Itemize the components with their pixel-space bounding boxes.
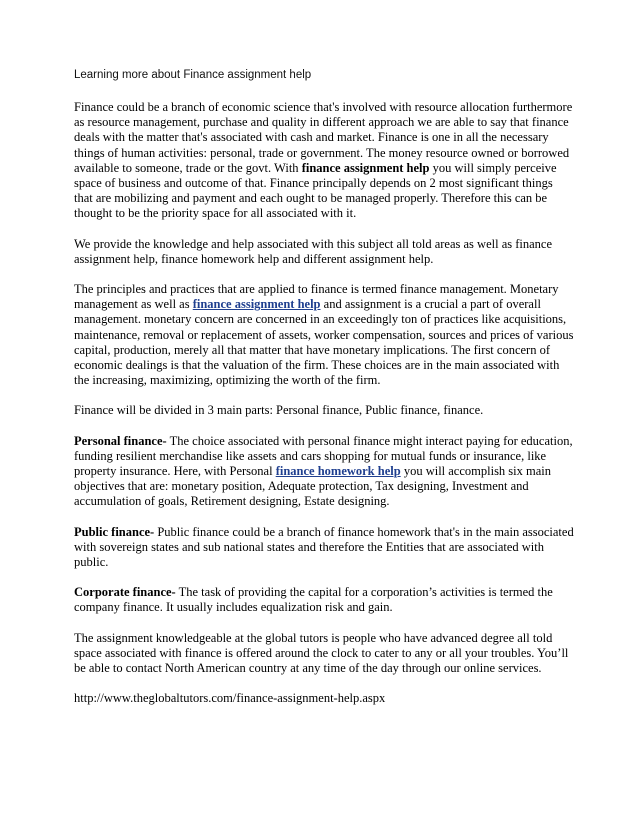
paragraph-corporate-finance	[74, 585, 574, 615]
paragraph-divisions: Finance will be divided in 3 main parts: Personal finance, Public finance, finance.	[74, 403, 484, 418]
paragraph-public-finance	[74, 525, 574, 571]
public-finance-text: Public finance could be a branch of finance homework that's in the main associated with sovereign states and sub national states and therefore the Entities that are associated with public.	[74, 524, 574, 570]
personal-finance-heading: Personal finance-	[74, 433, 167, 448]
finance-homework-help-link[interactable]: finance homework help	[275, 464, 401, 479]
document-title: Learning more about Finance assignment help	[74, 69, 312, 81]
paragraph-intro	[74, 100, 574, 222]
source-url: http://www.theglobaltutors.com/finance-assignment-help.aspx	[74, 691, 386, 706]
corporate-finance-text: The task of providing the capital for a corporation’s activities is termed the company finance. It usually includes equalization risk and gain.	[74, 585, 553, 615]
paragraph-intro-text-a: Finance could be a branch of economic science that's involved with resource allocation furthermore as resource management, purchase and quality in different approach we are able to say that finance deals with the matter that's associated with cash and market. Finance is one in all the necessary things of human activities: personal, trade or government. The money resource owned or borrowed available to someone, trade or the govt. With	[74, 100, 573, 175]
corporate-finance-heading: Corporate finance-	[74, 585, 176, 600]
paragraph-principles-text-a: The principles and practices that are applied to finance is termed finance management. Monetary management as well as	[74, 282, 559, 312]
paragraph-personal-finance	[74, 434, 574, 510]
paragraph-principles-text-b: and assignment is a crucial a part of overall management. monetary concern are concerned in an exceedingly ton of practices like acquisitions, maintenance, removal or replacement of assets, worker compensation, sources and prices of various capital, production, merely all that matter that have monetary implications. The first concern of economic dealings is that the valuation of the firm. These choices are in the main associated with the increasing, maximizing, optimizing the worth of the firm.	[74, 297, 574, 388]
paragraph-services: We provide the knowledge and help associated with this subject all told areas as well as finance assignment help, finance homework help and different assignment help.	[74, 236, 553, 266]
document-body	[74, 100, 574, 722]
paragraph-intro-text-b: you will simply perceive space of business and outcome of that. Finance principally depends on 2 most significant things that are mobilizing and payment and each ought to be managed properly. Therefore this can be thought to be the priority space for all associated with it.	[74, 160, 557, 221]
paragraph-contact: The assignment knowledgeable at the global tutors is people who have advanced degree all told space associated with finance is offered around the clock to cater to any or all your troubles. You’ll be able to contact North American country at any time of the day through our online services.	[74, 630, 569, 676]
finance-assignment-help-link[interactable]: finance assignment help	[192, 297, 321, 312]
public-finance-heading: Public finance-	[74, 524, 155, 539]
personal-finance-text-b: you will accomplish six main objectives that are: monetary position, Adequate protection, Tax designing, Investment and accumulation of goals, Retirement designing, Estate designing.	[74, 464, 552, 509]
personal-finance-text-a: The choice associated with personal finance might interact paying for education, funding resilient merchandise like assets and cars shopping for mutual funds or insurance, like property insurance. Here, with Personal	[74, 433, 573, 479]
paragraph-principles	[74, 282, 574, 388]
paragraph-intro-bold: finance assignment help	[301, 160, 430, 175]
